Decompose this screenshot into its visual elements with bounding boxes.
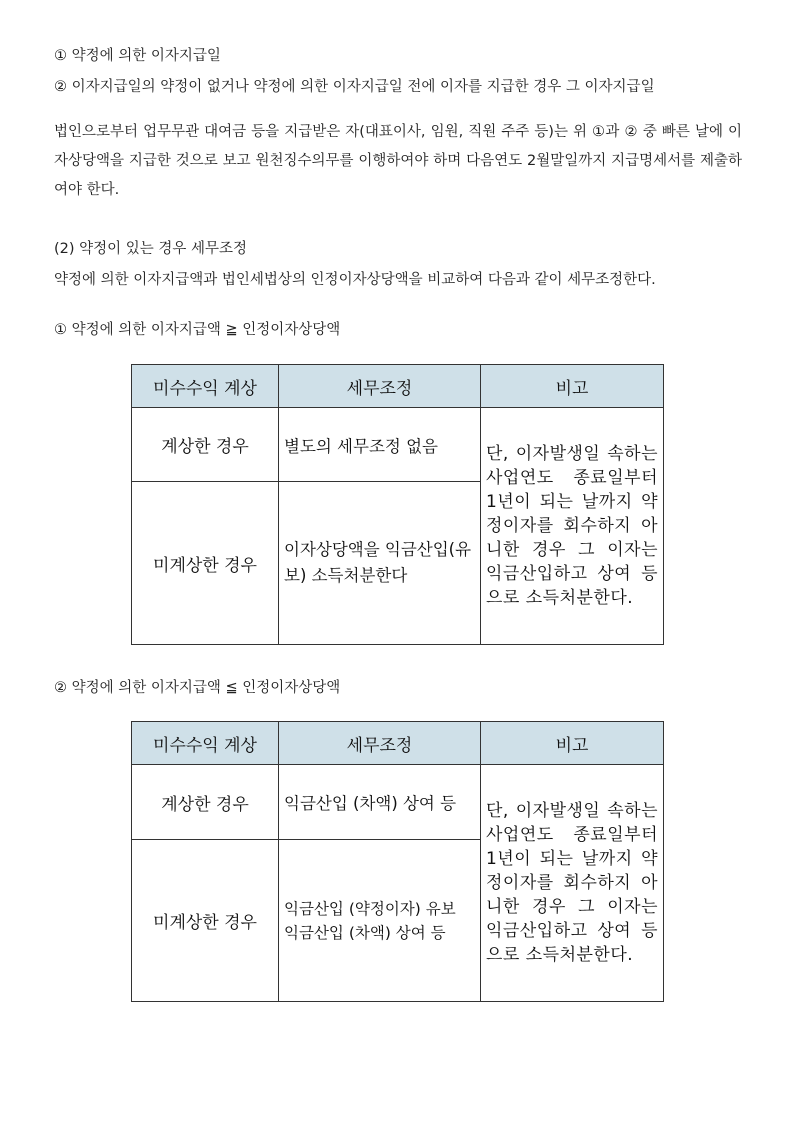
- row-note: 단, 이자발생일 속하는 사업연도 종료일부터 1년이 되는 날까지 약정이자를 회수하지 아니한 경우 그 이자는 익금산입하고 상여 등으로 소득처분한다.: [481, 408, 664, 645]
- row-label: 계상한 경우: [132, 408, 279, 482]
- row-note: 단, 이자발생일 속하는 사업연도 종료일부터 1년이 되는 날까지 약정이자를 회수하지 아니한 경우 그 이자는 익금산입하고 상여 등으로 소득처분한다.: [481, 765, 664, 1002]
- case1-table: [131, 364, 664, 645]
- row-adjustment: 별도의 세무조정 없음: [279, 408, 481, 482]
- list-item-1: ① 약정에 의한 이자지급일: [54, 48, 221, 64]
- list-item-2: ② 이자지급일의 약정이 없거나 약정에 의한 이자지급일 전에 이자를 지급한 경우 그 이자지급일: [54, 79, 655, 95]
- case2-table: [131, 721, 664, 1002]
- table-header-row: [132, 722, 664, 765]
- header-cell: 세무조정: [279, 365, 481, 408]
- header-cell: 비고: [481, 722, 664, 765]
- table-row: [132, 408, 664, 482]
- adjustment-line: 익금산입 (차액) 상여 등: [284, 923, 446, 942]
- row-label: 미계상한 경우: [132, 482, 279, 645]
- header-cell: 세무조정: [279, 722, 481, 765]
- row-adjustment: 이자상당액을 익금산입(유보) 소득처분한다: [279, 482, 481, 645]
- case1-title: ① 약정에 의한 이자지급액 ≧ 인정이자상당액: [54, 322, 341, 338]
- header-cell: 미수수익 계상: [132, 722, 279, 765]
- header-cell: 미수수익 계상: [132, 365, 279, 408]
- row-adjustment: [279, 840, 481, 1002]
- row-adjustment: 익금산입 (차액) 상여 등: [279, 765, 481, 840]
- row-label: 미계상한 경우: [132, 840, 279, 1002]
- paragraph-withholding: 법인으로부터 업무무관 대여금 등을 지급받은 자(대표이사, 임원, 직원 주주 등)는 위 ①과 ② 중 빠른 날에 이자상당액을 지급한 것으로 보고 원천징수의무를 이행하여야 하며 다음연도 2월말일까지 지급명세서를 제출하여야 한다.: [54, 124, 742, 198]
- section-heading: (2) 약정이 있는 경우 세무조정: [54, 241, 248, 257]
- adjustment-line: 익금산입 (약정이자) 유보: [284, 899, 456, 918]
- table-row: [132, 765, 664, 840]
- case2-title: ② 약정에 의한 이자지급액 ≦ 인정이자상당액: [54, 680, 341, 696]
- table-header-row: [132, 365, 664, 408]
- header-cell: 비고: [481, 365, 664, 408]
- section-intro: 약정에 의한 이자지급액과 법인세법상의 인정이자상당액을 비교하여 다음과 같이 세무조정한다.: [54, 272, 656, 288]
- row-label: 계상한 경우: [132, 765, 279, 840]
